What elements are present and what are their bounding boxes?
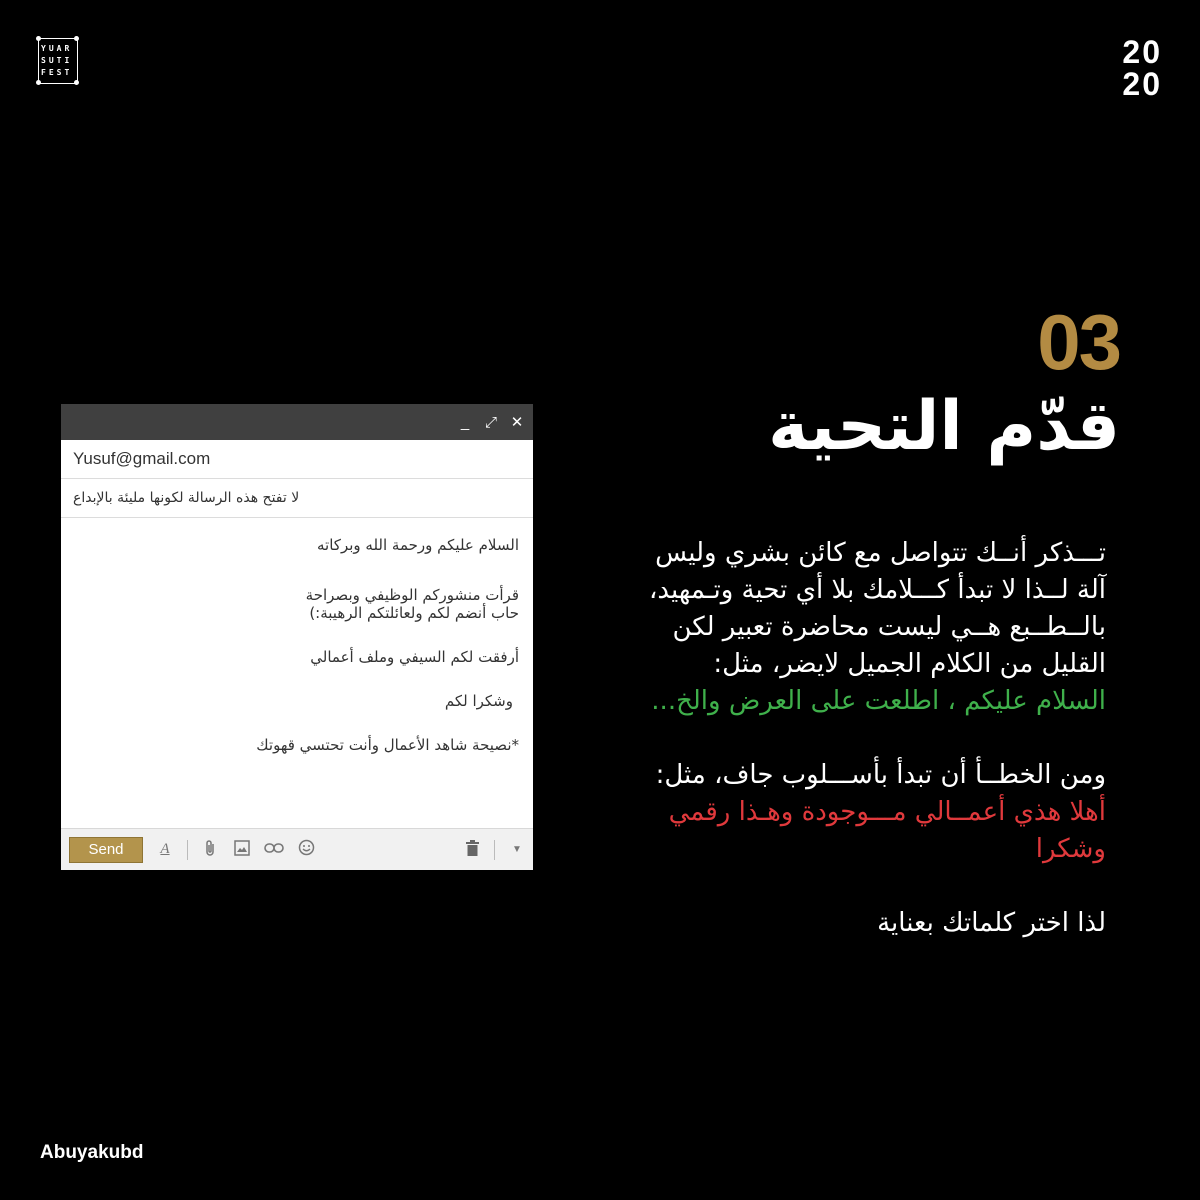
good-example: السلام عليكم ، اطلعت على العرض والخ... <box>651 686 1106 716</box>
article-body <box>646 535 1106 942</box>
close-icon[interactable]: ✕ <box>510 414 524 431</box>
link-icon[interactable] <box>264 841 284 858</box>
year-label <box>1122 36 1162 100</box>
logo-line-1: YUAR <box>41 44 73 53</box>
festival-logo <box>38 38 82 88</box>
logo-dot <box>74 36 79 41</box>
paragraph-intro: تـــذكر أنــك تتواصل مع كائن بشري وليس آلة لــذا لا تبدأ كـــلامك بلا أي تحية وتـمهيد، بالــطــبع هــي ليست محاضرة تعبير لكن القليل من الكلام الجميل لايضر، مثل: <box>648 538 1106 679</box>
message-tip: *نصيحة شاهد الأعمال وأنت تحتسي قهوتك <box>256 736 519 754</box>
message-line: أرفقت لكم السيفي وملف أعمالي <box>310 648 519 666</box>
email-titlebar <box>61 404 533 440</box>
page-title: قدّم التحية <box>768 387 1120 466</box>
logo-dot <box>36 36 41 41</box>
attach-icon[interactable] <box>200 839 220 861</box>
author-signature: Abuyakubd <box>40 1142 144 1163</box>
logo-text <box>41 43 77 79</box>
image-icon[interactable] <box>232 840 252 860</box>
step-number: 03 <box>1037 298 1120 386</box>
toolbar-divider <box>494 840 495 860</box>
format-text-icon[interactable]: A <box>160 841 170 857</box>
emoji-icon[interactable] <box>296 839 316 860</box>
minimize-icon[interactable]: _ <box>460 413 470 431</box>
recipient-field[interactable]: Yusuf@gmail.com <box>61 440 533 479</box>
message-thanks: وشكرا لكم <box>444 692 513 710</box>
logo-dot <box>74 80 79 85</box>
message-line: قرأت منشوركم الوظيفي وبصراحة <box>305 586 519 604</box>
year-bottom: 20 <box>1122 66 1162 102</box>
send-button[interactable]: Send <box>69 837 143 863</box>
email-compose-window <box>61 404 533 870</box>
expand-icon[interactable]: ⤢ <box>484 413 497 431</box>
year-top: 20 <box>1122 34 1162 70</box>
compose-toolbar <box>61 828 533 870</box>
trash-icon[interactable] <box>462 840 482 860</box>
logo-line-3: FEST <box>41 68 73 77</box>
toolbar-divider <box>187 840 188 860</box>
bad-example: أهلا هذي أعمــالي مـــوجودة وهـذا رقمي وشكرا <box>668 797 1106 864</box>
paragraph-mistake: ومن الخطــأ أن تبدأ بأســـلوب جاف، مثل: <box>655 760 1106 790</box>
conclusion: لذا اختر كلماتك بعناية <box>877 908 1106 938</box>
subject-field[interactable]: لا تفتح هذه الرسالة لكونها مليئة بالإبداع <box>61 479 533 518</box>
message-greeting: السلام عليكم ورحمة الله وبركاته <box>317 536 519 554</box>
more-options-icon[interactable]: ▼ <box>512 844 522 855</box>
logo-dot <box>36 80 41 85</box>
message-body[interactable] <box>61 518 533 818</box>
message-line: حاب أنضم لكم ولعائلتكم الرهيبة:) <box>309 604 519 622</box>
logo-line-2: SUTI <box>41 56 73 65</box>
